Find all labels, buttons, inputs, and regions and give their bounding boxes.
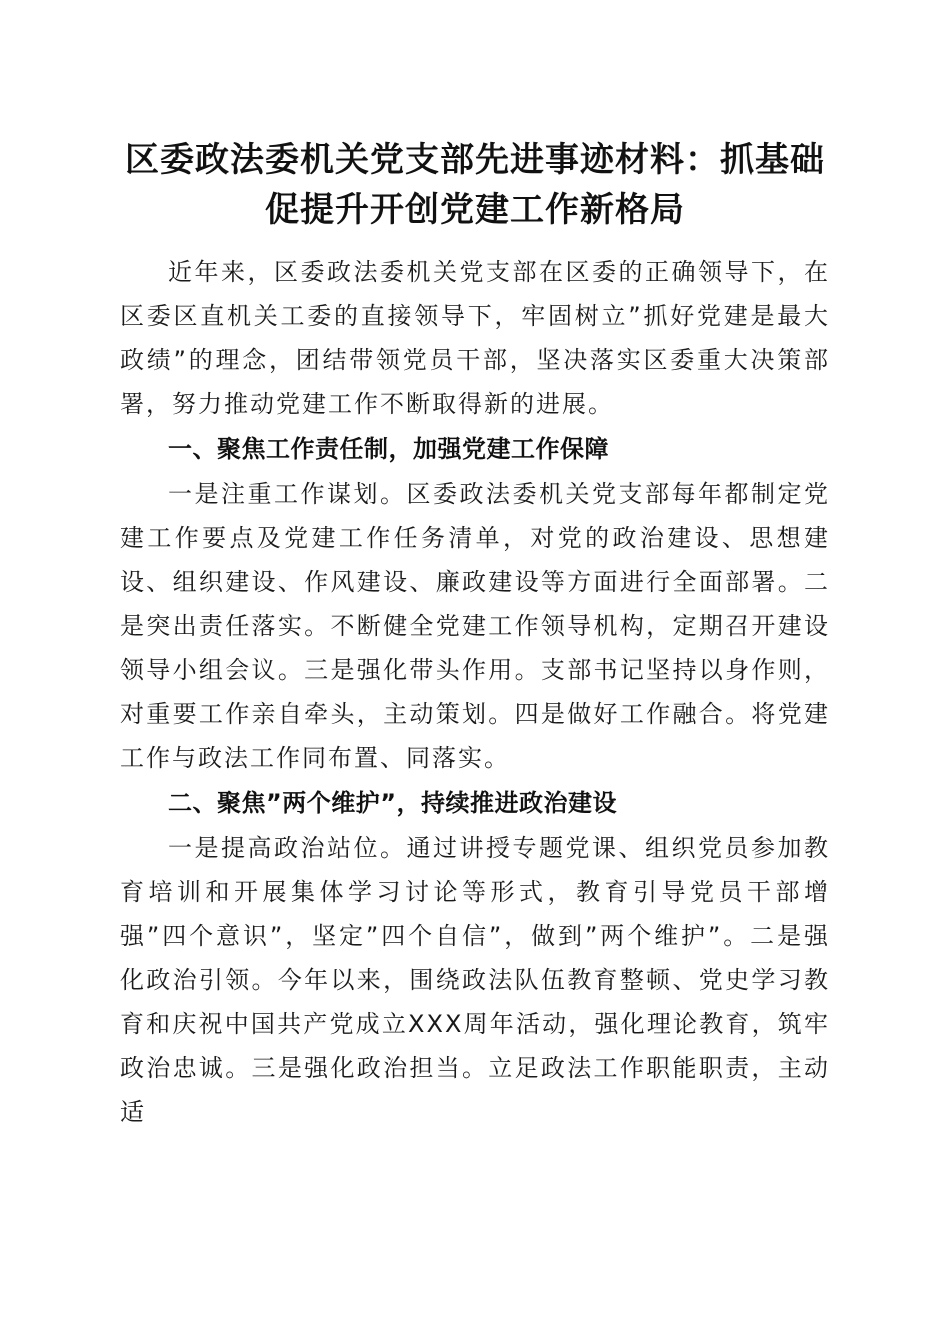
document-body <box>120 250 830 1134</box>
section-1-heading: 一、聚焦工作责任制，加强党建工作保障 <box>168 435 609 463</box>
section-2-paragraph: 一是提高政治站位。通过讲授专题党课、组织党员参加教育培训和开展集体学习讨论等形式，教育引导党员干部增强”四个意识”，坚定”四个自信”，做到”两个维护”。二是强化政治引领。今年以来，围绕政法队伍教育整顿、党史学习教育和庆祝中国共产党成立XXX周年活动，强化理论教育，筑牢政治忠诚。三是强化政治担当。立足政法工作职能职责，主动适 <box>120 834 830 1126</box>
intro-paragraph: 近年来，区委政法委机关党支部在区委的正确领导下，在区委区直机关工委的直接领导下，牢固树立”抓好党建是最大政绩”的理念，团结带领党员干部，坚决落实区委重大决策部署，努力推动党建工作不断取得新的进展。 <box>120 258 830 418</box>
title-line-1: 区委政法委机关党支部先进事迹材料：抓基础 <box>125 140 825 180</box>
title-line-2: 促提升开创党建工作新格局 <box>265 190 685 230</box>
document-title <box>100 135 850 235</box>
section-2-heading: 二、聚焦”两个维护”，持续推进政治建设 <box>168 789 618 817</box>
section-1-paragraph: 一是注重工作谋划。区委政法委机关党支部每年都制定党建工作要点及党建工作任务清单，对党的政治建设、思想建设、组织建设、作风建设、廉政建设等方面进行全面部署。二是突出责任落实。不断健全党建工作领导机构，定期召开建设领导小组会议。三是强化带头作用。支部书记坚持以身作则，对重要工作亲自牵头，主动策划。四是做好工作融合。将党建工作与政法工作同布置、同落实。 <box>120 480 830 772</box>
